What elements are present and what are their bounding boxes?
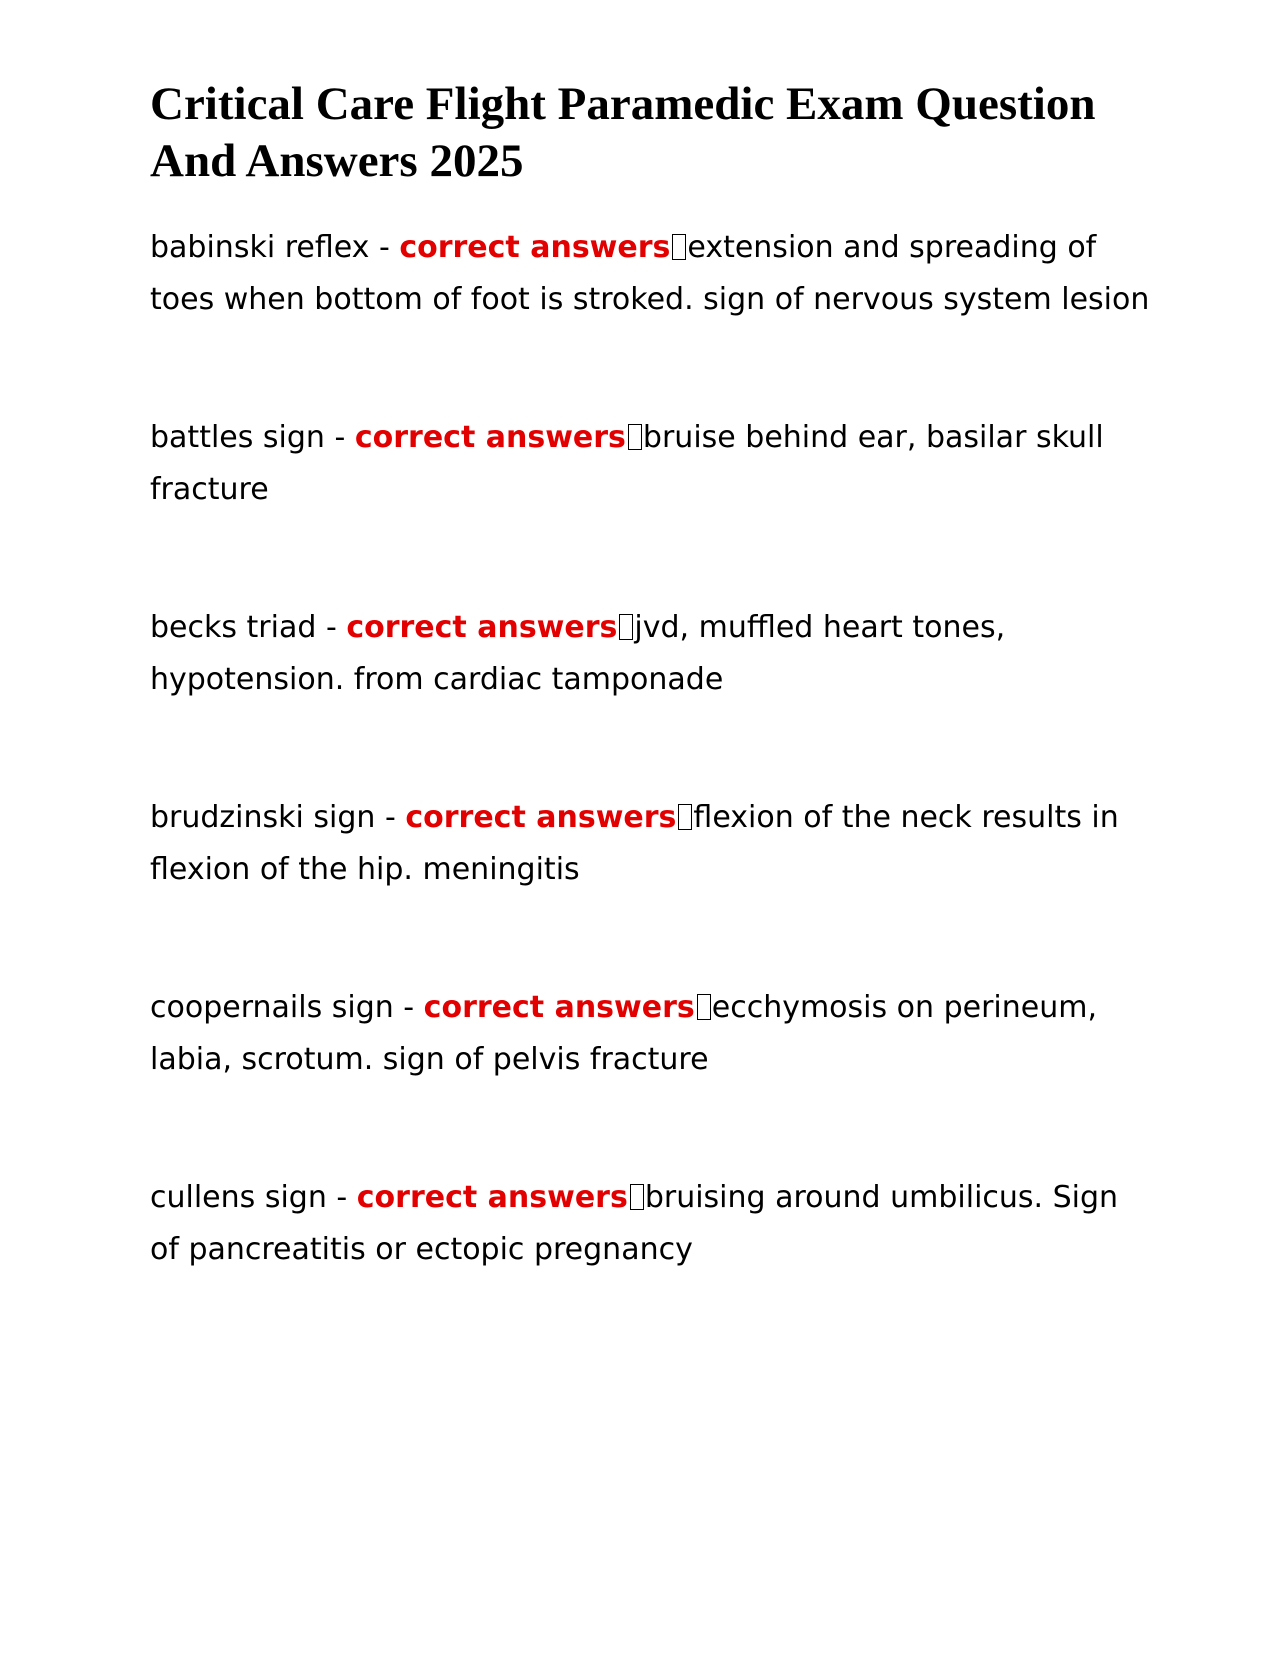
- missing-glyph-icon: [628, 424, 642, 450]
- entry-term: coopernails sign: [150, 990, 394, 1025]
- qa-entry: [150, 982, 1150, 1086]
- entry-term: brudzinski sign: [150, 800, 376, 835]
- missing-glyph-icon: [672, 234, 686, 260]
- missing-glyph-icon: [678, 804, 692, 830]
- entry-definition: jvd, muffled heart tones, hypotension. from cardiac tamponade: [150, 610, 1006, 697]
- entry-definition: ecchymosis on perineum, labia, scrotum. sign of pelvis fracture: [150, 990, 1097, 1077]
- entry-definition: flexion of the neck results in flexion of the hip. meningitis: [150, 800, 1119, 887]
- entry-separator: -: [393, 990, 424, 1025]
- missing-glyph-icon: [630, 1184, 644, 1210]
- qa-list: [150, 222, 1150, 1362]
- entry-separator: -: [369, 230, 400, 265]
- entry-definition: extension and spreading of toes when bottom of foot is stroked. sign of nervous system lesion: [150, 230, 1150, 317]
- correct-answers-tag: correct answers: [399, 230, 671, 265]
- entry-definition: bruising around umbilicus. Sign of pancreatitis or ectopic pregnancy: [150, 1180, 1119, 1267]
- page-title: Critical Care Flight Paramedic Exam Question And Answers 2025: [150, 78, 1096, 187]
- qa-entry: [150, 1172, 1150, 1276]
- correct-answers-tag: correct answers: [423, 990, 695, 1025]
- entry-separator: -: [375, 800, 406, 835]
- qa-entry: [150, 412, 1150, 516]
- entry-term: battles sign: [150, 420, 325, 455]
- correct-answers-tag: correct answers: [346, 610, 618, 645]
- entry-separator: -: [316, 610, 347, 645]
- entry-term: babinski reflex: [150, 230, 370, 265]
- entry-definition: bruise behind ear, basilar skull fracture: [150, 420, 1104, 507]
- qa-entry: [150, 222, 1150, 326]
- entry-term: becks triad: [150, 610, 317, 645]
- missing-glyph-icon: [619, 614, 633, 640]
- entry-term: cullens sign: [150, 1180, 327, 1215]
- correct-answers-tag: correct answers: [356, 1180, 628, 1215]
- qa-entry: [150, 792, 1150, 896]
- correct-answers-tag: correct answers: [405, 800, 677, 835]
- entry-separator: -: [326, 1180, 357, 1215]
- qa-entry: [150, 602, 1150, 706]
- entry-separator: -: [324, 420, 355, 455]
- correct-answers-tag: correct answers: [354, 420, 626, 455]
- missing-glyph-icon: [697, 994, 711, 1020]
